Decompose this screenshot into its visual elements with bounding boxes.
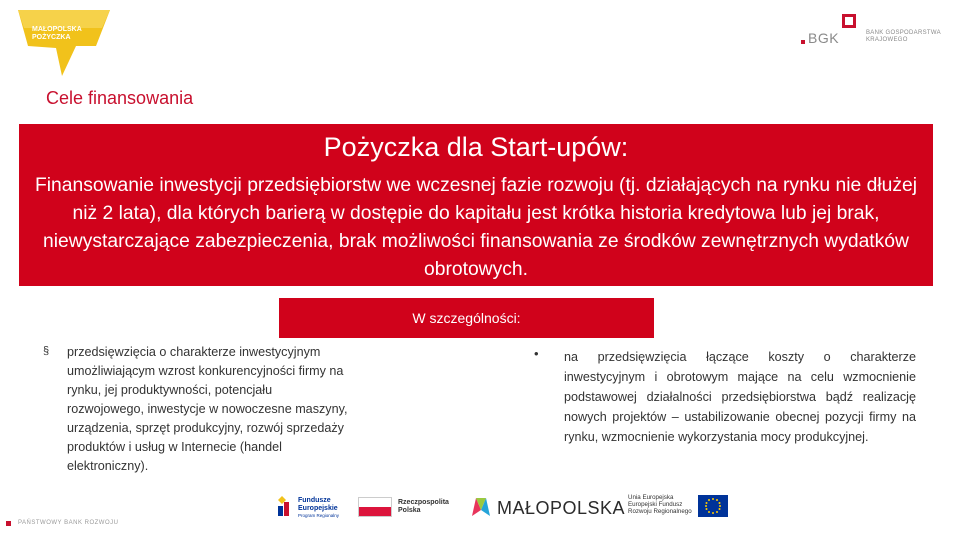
svg-text:Program Regionalny: Program Regionalny bbox=[298, 513, 340, 518]
main-info-body: Finansowanie inwestycji przedsiębiorstw we wczesnej fazie rozwoju (tj. działających na rynku nie dłużej niż 2 lata), dla których barierą w dostępie do kapitału jest krótka historia kredytowa lub jej brak, niewystarczające zabezpieczenia, brak możliwości finansowania ze środków zewnętrznych wydatków obrotowych. bbox=[35, 175, 917, 280]
malopolska-brand-icon bbox=[470, 496, 492, 518]
main-info-title: Pożyczka dla Start-upów: bbox=[323, 132, 629, 162]
right-bullet-text: na przedsięwzięcia łączące koszty o charakterze inwestycyjnym i obrotowym mające na celu wzmocnienie podstawowej działalności przedsiębiorstwa bądź realizację nowych projektów – ustabilizowanie obecnej pozycji firmy na rynku, wzmocnienie wykorzystania mocy produkcyjnej. bbox=[564, 350, 916, 444]
malopolska-pozyczka-logo bbox=[16, 8, 116, 78]
polish-flag-icon bbox=[358, 497, 392, 517]
footer-bank-text: PAŃSTWOWY BANK ROZWOJU bbox=[18, 520, 119, 526]
subheading: W szczególności: bbox=[412, 310, 521, 326]
unia-europejska-logo-text: Unia Europejska Europejski Fundusz Rozwoju Regionalnego bbox=[628, 494, 692, 515]
malopolska-brand-text: MAŁOPOLSKA bbox=[497, 498, 626, 518]
malopolska-pozyczka-logo-text: MAŁOPOLSKA POŻYCZKA bbox=[32, 26, 82, 41]
rzeczpospolita-polska-logo-text: Rzeczpospolita Polska bbox=[398, 499, 449, 514]
left-bullet-text: przedsięwzięcia o charakterze inwestycyjnym umożliwiającym wzrost konkurencyjności firmy na rynku, jej produktywności, potencjału rozwojowego, inwestycje w nowoczesne maszyny, urządzenia, sprzęt produkcyjny, rozwój sprzedaży produktów i usług w Internecie (handel elektroniczny). bbox=[67, 345, 348, 473]
bgk-logo-short: BGK bbox=[808, 30, 840, 46]
left-bullet-marker: § bbox=[43, 345, 50, 357]
bgk-logo-square-icon bbox=[842, 14, 856, 28]
fundusze-europejskie-logo bbox=[272, 490, 348, 522]
footer-bank-square-icon bbox=[6, 521, 11, 526]
bgk-logo-full-name: BANK GOSPODARSTWA KRAJOWEGO bbox=[866, 30, 941, 43]
eu-flag-icon bbox=[698, 495, 728, 517]
svg-text:Europejskie: Europejskie bbox=[298, 505, 338, 512]
fe-logo-text: Fundusze bbox=[298, 497, 331, 504]
right-bullet-marker: • bbox=[534, 346, 539, 361]
bgk-logo-dot-icon bbox=[801, 40, 805, 44]
section-title: Cele finansowania bbox=[46, 88, 194, 108]
